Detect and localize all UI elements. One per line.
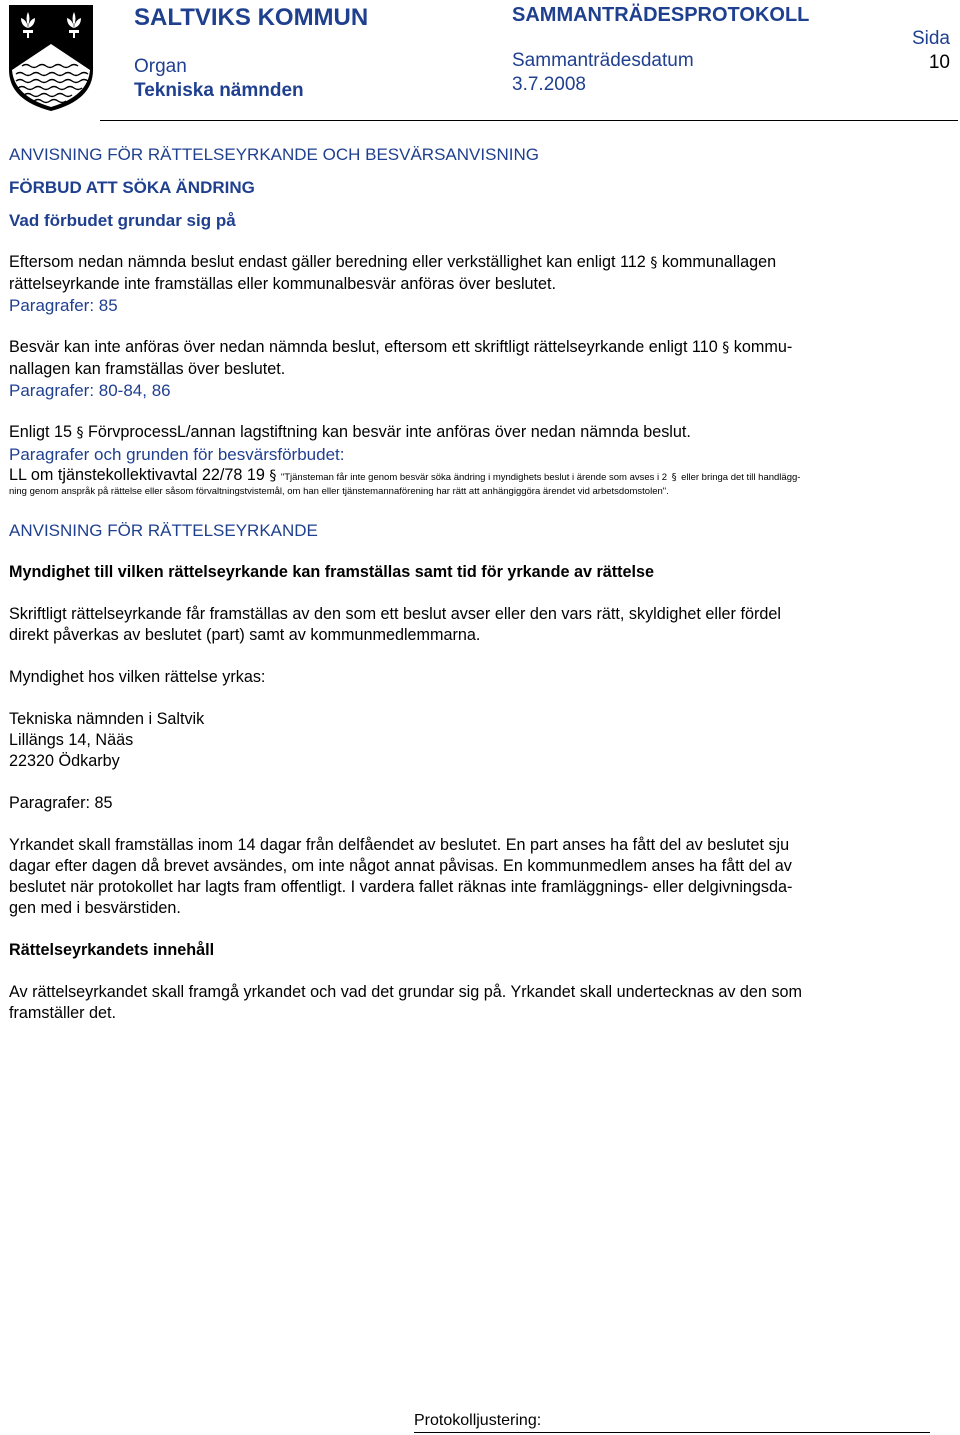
page-number: 10 bbox=[928, 52, 950, 73]
header-rule bbox=[100, 120, 958, 121]
paragraph-4: Skriftligt rättelseyrkande får framställas av den som ett beslut avser eller den vars rätt, skyldighet eller fördel direkt påverkas av beslutet (part) samt av kommunmedlemmarna. bbox=[9, 605, 781, 644]
reason-heading: Vad förbudet grundar sig på bbox=[9, 211, 236, 230]
meeting-date-label: Sammanträdesdatum bbox=[512, 50, 694, 71]
paragraph-3: Enligt 15 § FörvprocessL/annan lagstiftning kan besvär inte anföras över nedan nämnda beslut. bbox=[9, 423, 691, 441]
protocol-check-label: Protokolljustering: bbox=[414, 1412, 542, 1429]
authority-label: Myndighet hos vilken rättelse yrkas: bbox=[9, 668, 266, 686]
paragraph-2: Besvär kan inte anföras över nedan nämnda beslut, eftersom ett skriftligt rättelseyrkande enligt 110 § kommu- nallagen kan framställas över beslutet. bbox=[9, 338, 793, 378]
authority-heading: Myndighet till vilken rättelseyrkande kan framställas samt tid för yrkande av rättelse bbox=[9, 563, 655, 581]
content-heading: Rättelseyrkandets innehåll bbox=[9, 941, 215, 959]
organ-name: Tekniska nämnden bbox=[134, 80, 304, 101]
meeting-date-value: 3.7.2008 bbox=[512, 74, 586, 95]
coat-of-arms-logo bbox=[8, 4, 94, 112]
paragraph-1-sections: Paragrafer: 85 bbox=[9, 296, 118, 315]
paragraph-2-sections: Paragrafer: 80-84, 86 bbox=[9, 381, 171, 400]
organ-label: Organ bbox=[134, 56, 187, 77]
paragraph-3-sections: Paragrafer och grunden för besvärsförbudet: bbox=[9, 445, 345, 464]
address-line-3: 22320 Ödkarby bbox=[9, 752, 120, 770]
section-sign-icon: § bbox=[76, 425, 84, 441]
municipality-name: SALTVIKS KOMMUN bbox=[134, 4, 369, 31]
page-label: Sida bbox=[911, 28, 950, 49]
section-sign-icon: § bbox=[722, 340, 730, 356]
address-line-1: Tekniska nämnden i Saltvik bbox=[9, 710, 205, 728]
rectification-heading: ANVISNING FÖR RÄTTELSEYRKANDE bbox=[9, 521, 318, 540]
protocol-title: SAMMANTRÄDESPROTOKOLL bbox=[512, 4, 810, 26]
ban-heading: FÖRBUD ATT SÖKA ÄNDRING bbox=[9, 178, 255, 197]
law-reference-continued: ning genom anspråk på rättelse eller såsom förvaltningstvistemål, om han eller tjänstemannaförening har rätt att anhängiggöra ärendet vid arbetsdomstolen". bbox=[9, 486, 669, 497]
main-title: ANVISNING FÖR RÄTTELSEYRKANDE OCH BESVÄRSANVISNING bbox=[9, 145, 539, 164]
paragraph-7: Av rättelseyrkandet skall framgå yrkandet och vad det grundar sig på. Yrkandet skall undertecknas av den som framställer det. bbox=[9, 983, 803, 1022]
protocol-check-footer bbox=[414, 1412, 930, 1433]
paragraph-5-sections: Paragrafer: 85 bbox=[9, 794, 113, 812]
section-sign-icon: § bbox=[650, 255, 658, 271]
section-sign-icon: § bbox=[269, 468, 277, 484]
law-reference: LL om tjänstekollektivavtal 22/78 19 § "Tjänsteman får inte genom besvär söka ändring i myndighets beslut i ärende som avses i 2 § eller bringa det till handlägg- bbox=[9, 466, 801, 484]
section-sign-icon: § bbox=[671, 472, 677, 483]
address-line-2: Lillängs 14, Nääs bbox=[9, 731, 134, 749]
document-body bbox=[9, 144, 949, 1024]
paragraph-1: Eftersom nedan nämnda beslut endast gäller beredning eller verkställighet kan enligt 112 § kommunallagen rättelseyrkande inte framställas eller kommunalbesvär anföras över beslutet. bbox=[9, 253, 777, 293]
paragraph-6: Yrkandet skall framställas inom 14 dagar från delfåendet av beslutet. En part anses ha fått del av beslutet sju dagar efter dagen då brevet avsändes, om inte något annat påvisas. En kommunmedlem anses ha fått del av beslutet när protokollet har lagts fram offentligt. I vardera fallet räknas inte framläggnings- eller delgivningsda- gen med i besvärstiden. bbox=[9, 836, 793, 917]
